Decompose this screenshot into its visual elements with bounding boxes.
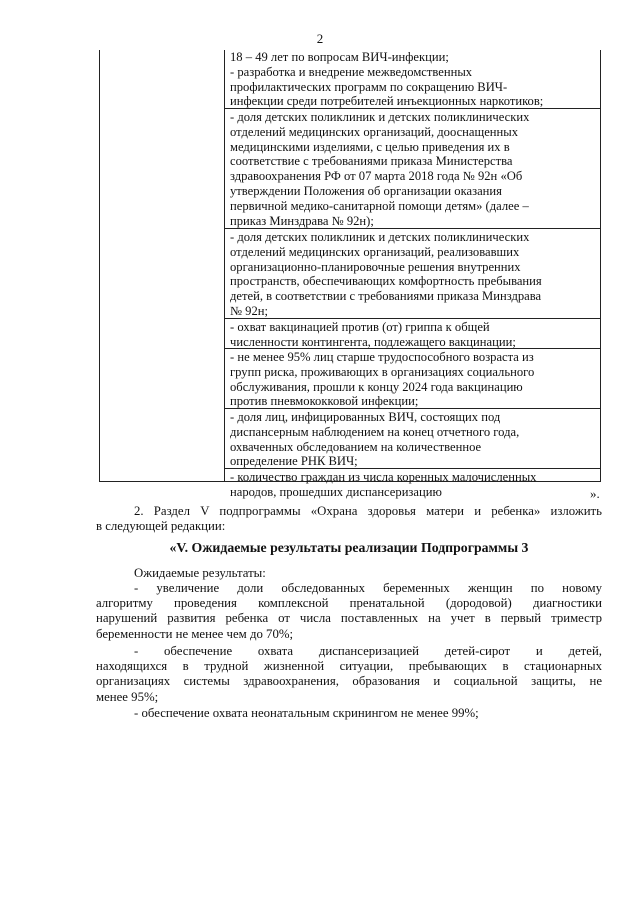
cell-line: диспансерным наблюдением на конец отчетного года, [230,424,520,439]
cell-line: профилактических программ по сокращению ВИЧ- [230,79,508,94]
paragraph-line: организациях системы здравоохранения, образования и социальной защиты, не [96,674,602,689]
cell-line: 18 – 49 лет по вопросам ВИЧ-инфекции; [230,50,449,64]
paragraph-line: менее 95%; [96,689,159,704]
paragraph-line: алгоритму проведения комплексной пренатальной (дородовой) диагностики [96,596,602,611]
cell-line: инфекции среди потребителей инъекционных наркотиков; [230,94,544,109]
table-cell [230,320,596,350]
cell-line: утверждении Положения об организации оказания [230,183,502,198]
result-item-3 [96,706,602,721]
table-cell [230,50,596,109]
cell-line: против пневмококковой инфекции; [230,394,419,409]
cell-line: обслуживания, прошли к концу 2024 года вакцинацию [230,379,523,394]
paragraph-line: - обеспечение охвата неонатальным скринингом не менее 99%; [134,706,479,720]
table-cell [230,110,596,228]
cell-line: первичной медико-санитарной помощи детям» (далее – [230,198,529,213]
cell-line: - доля детских поликлиник и детских поликлинических [230,230,530,244]
cell-line: - доля лиц, инфицированных ВИЧ, состоящих под [230,410,501,424]
table-cell [230,350,596,409]
paragraph-line: находящихся в трудной жизненной ситуации, пребывающих в стационарных [96,659,602,674]
paragraph-line: - обеспечение охвата диспансеризацией детей-сирот и детей, [134,644,602,658]
paragraph-2 [96,504,602,534]
cell-line: организационно-планировочные решения внутренних [230,259,521,274]
cell-line: народов, прошедших диспансеризацию [230,484,442,499]
cell-line: охваченных обследованием на количественное [230,439,482,454]
table-column-divider [224,50,225,481]
expected-results-intro [96,566,602,581]
cell-line: - количество граждан из числа коренных малочисленных [230,470,537,484]
cell-line: групп риска, проживающих в организациях социального [230,364,535,379]
paragraph-line: нарушений развития ребенка от числа поставленных на учет в первый триместр [96,611,602,626]
table-cell [230,470,596,500]
table-cell [230,410,596,469]
closing-quote: ». [590,486,600,501]
cell-line: медицинскими изделиями, с целью приведения их в [230,139,510,154]
cell-line: пространств, обеспечивающих комфортность пребывания [230,274,542,289]
cell-line: соответствие с требованиями приказа Министерства [230,154,513,169]
cell-line: численности контингента, подлежащего вакцинации; [230,334,516,349]
paragraph-line: 2. Раздел V подпрограммы «Охрана здоровья матери и ребенка» изложить [134,504,602,518]
paragraph-line: - увеличение доли обследованных беременных женщин по новому [134,581,602,595]
table-cell [230,230,596,319]
cell-line: - охват вакцинацией против (от) гриппа к общей [230,320,490,334]
results-table [99,50,601,499]
cell-line: детей, в соответствии с требованиями приказа Минздрава [230,289,542,304]
cell-line: определение РНК ВИЧ; [230,454,358,469]
result-item-1 [96,581,602,642]
cell-line: приказ Минздрава № 92н); [230,213,374,228]
cell-line: отделений медицинских организаций, реализовавших [230,244,520,259]
page-number: 2 [316,31,324,46]
cell-line: отделений медицинских организаций, дооснащенных [230,124,519,139]
paragraph-line: в следующей редакции: [96,519,226,534]
result-item-2 [96,644,602,705]
section-heading: «V. Ожидаемые результаты реализации Подпрограммы 3 [169,540,529,555]
cell-line: - доля детских поликлиник и детских поликлинических [230,110,530,124]
cell-line: - разработка и внедрение межведомственных [230,64,473,79]
cell-line: № 92н; [230,303,268,318]
cell-line: здравоохранения РФ от 07 марта 2018 года № 92н «Об [230,169,523,184]
cell-line: - не менее 95% лиц старше трудоспособного возраста из [230,350,534,364]
paragraph-line: беременности не менее чем до 70%; [96,626,294,641]
paragraph-line: Ожидаемые результаты: [134,566,266,580]
